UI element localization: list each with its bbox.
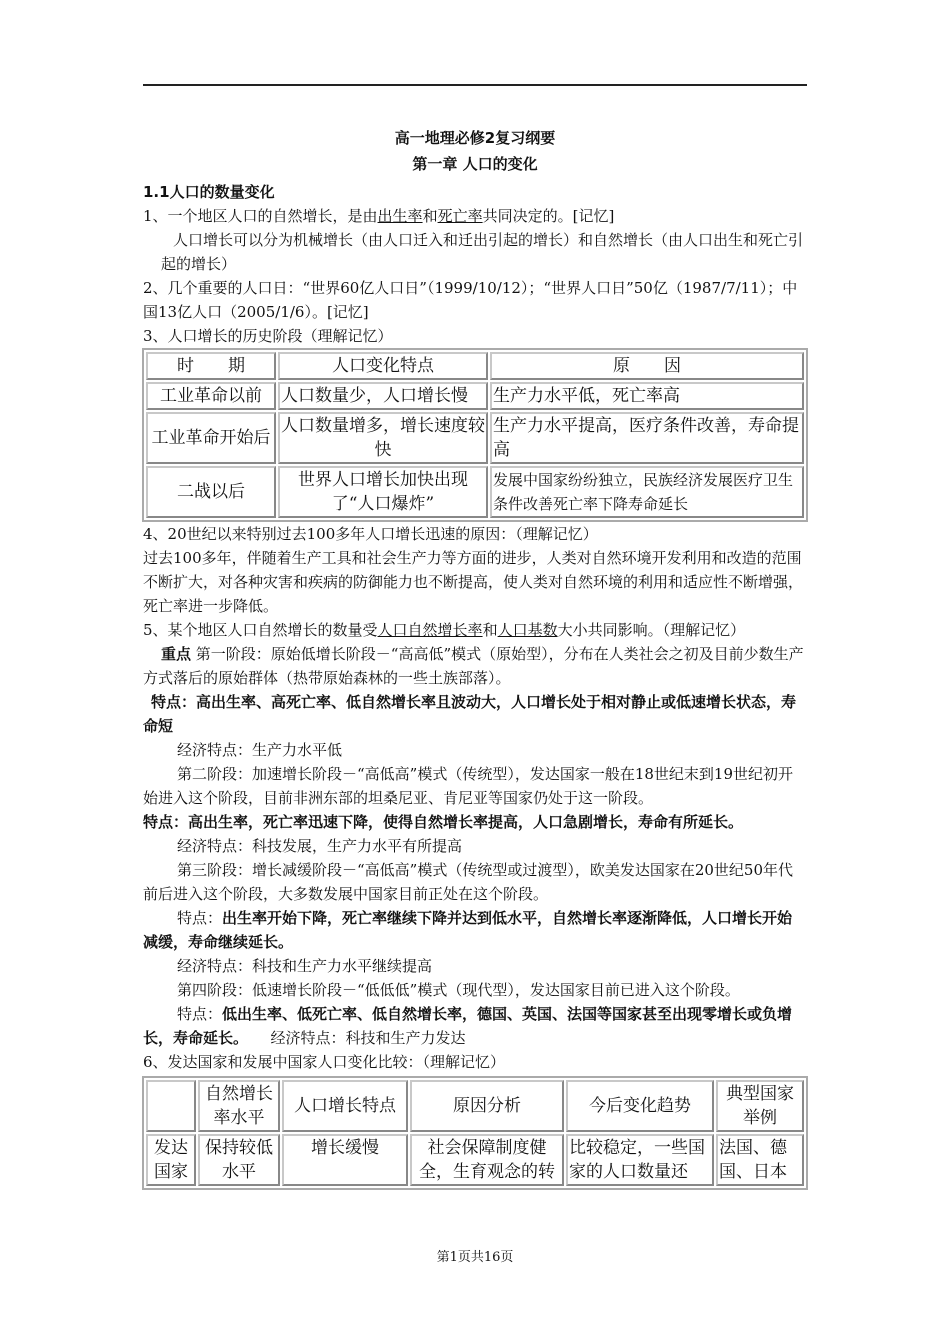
stage-2-features: 特点：高出生率，死亡率迅速下降，使得自然增长率提高，人口急剧增长，寿命有所延长。 <box>143 813 744 831</box>
table-cell: 保持较低水平 <box>198 1134 280 1186</box>
paragraph-6: 6、发达国家和发展中国家人口变化比较：（理解记忆） <box>143 1053 506 1071</box>
table-header-cell: 自然增长率水平 <box>198 1080 280 1132</box>
table-header-cell: 时 期 <box>146 352 276 380</box>
table-row <box>146 1134 804 1186</box>
text: 特点： <box>177 909 223 927</box>
page-footer: 第1页共16页 <box>436 1250 514 1265</box>
table-header-row <box>146 1080 804 1132</box>
underlined-term: 出生率 <box>377 207 423 225</box>
table-cell: 世界人口增长加快出现了“人口爆炸” <box>278 466 488 518</box>
table-header-cell: 人口增长特点 <box>282 1080 408 1132</box>
text: 共同决定的。[记忆] <box>482 207 615 225</box>
table-header-cell <box>146 1080 196 1132</box>
stage-3-economy: 经济特点：科技和生产力水平继续提高 <box>177 957 433 975</box>
paragraph-1 <box>143 204 807 228</box>
table-cell: 人口数量少，人口增长慢 <box>278 382 488 410</box>
table-header-cell: 原 因 <box>490 352 804 380</box>
stage-3-features <box>143 906 807 954</box>
text: 第一阶段：原始低增长阶段－“高高低”模式（原始型），分布在人类社会之初及目前少数生产方式落后的原始群体（热带原始森林的一些土族部落）。 <box>143 645 804 687</box>
paragraph-4: 4、20世纪以来特别过去100多年人口增长迅速的原因：（理解记忆） <box>143 525 598 543</box>
table-row <box>146 412 804 464</box>
table-cell: 社会保障制度健全，生育观念的转 <box>410 1134 564 1186</box>
text: 5、某个地区人口自然增长的数量受 <box>143 621 378 639</box>
stage-1-economy: 经济特点：生产力水平低 <box>177 741 343 759</box>
stage-2-economy: 经济特点：科技发展，生产力水平有所提高 <box>177 837 463 855</box>
stage-3-paragraph: 第三阶段：增长减缓阶段－“高低高”模式（传统型或过渡型），欧美发达国家在20世纪50年代前后进入这个阶段，大多数发展中国家目前正处在这个阶段。 <box>143 861 794 903</box>
paragraph-3: 3、人口增长的历史阶段（理解记忆） <box>143 327 393 345</box>
stage-4-features <box>143 1002 807 1050</box>
section-heading: 1.1人口的数量变化 <box>143 183 275 201</box>
comparison-table <box>142 1076 808 1190</box>
table-cell: 二战以后 <box>146 466 276 518</box>
table-cell: 人口数量增多，增长速度较快 <box>278 412 488 464</box>
table-header-cell: 原因分析 <box>410 1080 564 1132</box>
table-cell: 工业革命开始后 <box>146 412 276 464</box>
underlined-term: 死亡率 <box>437 207 483 225</box>
table-header-cell: 今后变化趋势 <box>566 1080 714 1132</box>
document-title: 高一地理必修2复习纲要 <box>394 129 556 147</box>
key-point-label: 重点 <box>161 645 192 663</box>
table-row <box>146 466 804 518</box>
table-cell: 生产力水平提高，医疗条件改善，寿命提高 <box>490 412 804 464</box>
text: 和 <box>482 621 498 639</box>
table-cell: 增长缓慢 <box>282 1134 408 1186</box>
table-cell: 法国、德国、日本 <box>716 1134 804 1186</box>
paragraph-4b: 过去100多年，伴随着生产工具和社会生产力等方面的进步，人类对自然环境开发利用和改造的范围不断扩大，对各种灾害和疾病的防御能力也不断提高，使人类对自然环境的利用和适应性不断增强，死亡率进一步降低。 <box>143 549 804 615</box>
paragraph-1b: 人口增长可以分为机械增长（由人口迁入和迁出引起的增长）和自然增长（由人口出生和死亡引起的增长） <box>161 231 804 273</box>
bold-text: 出生率开始下降，死亡率继续下降并达到低水平，自然增长率逐渐降低，人口增长开始减缓，寿命继续延长。 <box>143 909 793 951</box>
table-row <box>146 382 804 410</box>
table-cell: 发展中国家纷纷独立，民族经济发展医疗卫生条件改善死亡率下降寿命延长 <box>490 466 804 518</box>
table-header-cell: 典型国家举例 <box>716 1080 804 1132</box>
bold-text: 低出生率、低死亡率、低自然增长率，德国、英国、法国等国家甚至出现零增长或负增长，寿命延长。 <box>143 1005 793 1047</box>
text: 经济特点：科技和生产力发达 <box>270 1029 466 1047</box>
table-cell: 生产力水平低，死亡率高 <box>490 382 804 410</box>
text: 和 <box>422 207 438 225</box>
stage-2-paragraph: 第二阶段：加速增长阶段－“高低高”模式（传统型），发达国家一般在18世纪末到19世纪初开始进入这个阶段，目前非洲东部的坦桑尼亚、肯尼亚等国家仍处于这一阶段。 <box>143 765 794 807</box>
stage-1-features: 特点：高出生率、高死亡率、低自然增长率且波动大，人口增长处于相对静止或低速增长状态，寿命短 <box>143 693 797 735</box>
underlined-term: 人口自然增长率 <box>377 621 483 639</box>
document-body <box>143 126 807 1190</box>
stage-4-paragraph: 第四阶段：低速增长阶段－“低低低”模式（现代型），发达国家目前已进入这个阶段。 <box>177 981 740 999</box>
text: 1、一个地区人口的自然增长，是由 <box>143 207 378 225</box>
table-cell: 工业革命以前 <box>146 382 276 410</box>
history-stage-table <box>142 348 808 522</box>
header-rule <box>143 84 807 86</box>
table-cell: 发达国家 <box>146 1134 196 1186</box>
paragraph-5 <box>143 618 807 642</box>
stage-1-paragraph <box>143 642 807 690</box>
text: 特点： <box>177 1005 223 1023</box>
paragraph-2: 2、几个重要的人口日：“世界60亿人口日”（1999/10/12）；“世界人口日”50亿（1987/7/11）；中国13亿人口（2005/1/6）。[记忆] <box>143 279 798 321</box>
table-header-cell: 人口变化特点 <box>278 352 488 380</box>
underlined-term: 人口基数 <box>497 621 558 639</box>
table-header-row <box>146 352 804 380</box>
text: 大小共同影响。（理解记忆） <box>557 621 746 639</box>
chapter-title: 第一章 人口的变化 <box>412 155 538 173</box>
table-cell: 比较稳定，一些国家的人口数量还 <box>566 1134 714 1186</box>
